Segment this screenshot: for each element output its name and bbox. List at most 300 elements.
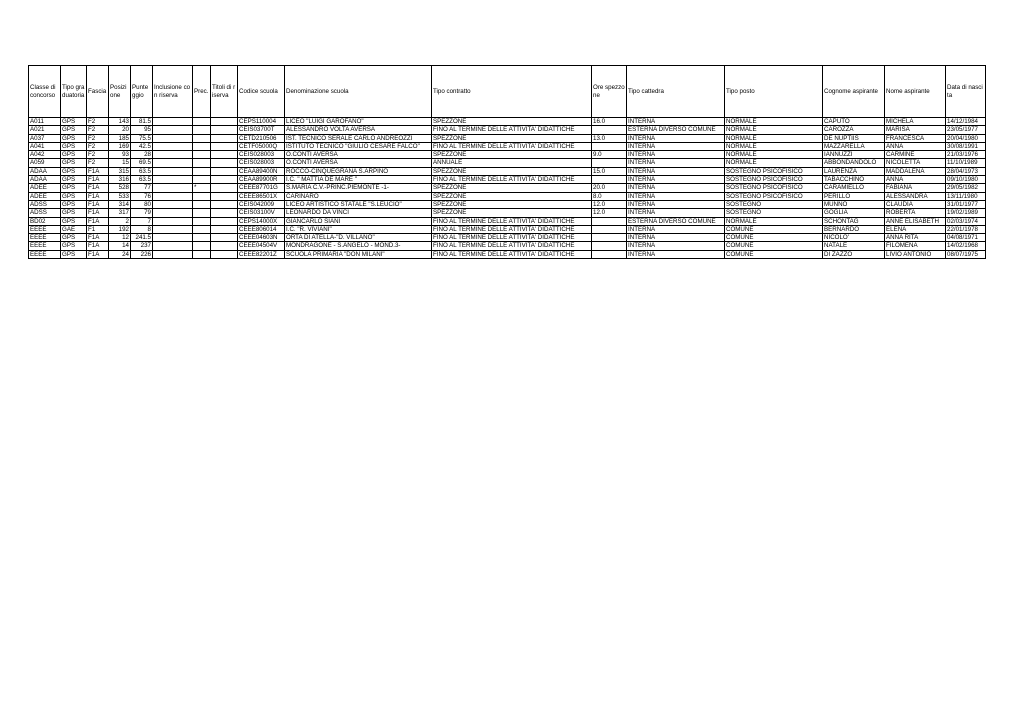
table-cell: F1A (87, 167, 109, 175)
table-cell (211, 151, 238, 159)
table-cell: 21/03/1976 (946, 151, 986, 159)
table-cell: CEIS028003 (238, 159, 285, 167)
table-cell: GIANCARLO SIANI (285, 217, 432, 225)
table-cell (153, 250, 193, 258)
table-cell: GPS (61, 209, 87, 217)
table-cell: ANNA (885, 176, 946, 184)
table-cell: NORMALE (725, 159, 823, 167)
table-cell: CEIS042009 (238, 200, 285, 208)
table-cell: 75.5 (131, 134, 153, 142)
table-cell (153, 126, 193, 134)
table-cell: GPS (61, 184, 87, 192)
table-cell: 22/01/1978 (946, 225, 986, 233)
table-cell (153, 167, 193, 175)
table-cell (153, 118, 193, 126)
table-cell: F1A (87, 184, 109, 192)
table-row (29, 151, 986, 159)
table-row (29, 234, 986, 242)
table-cell: COMUNE (725, 225, 823, 233)
table-cell: NORMALE (725, 142, 823, 150)
table-cell: 9.0 (592, 151, 627, 159)
table-row (29, 192, 986, 200)
col-header: Prec. (193, 66, 211, 118)
col-header: Tipo cattedra (627, 66, 725, 118)
table-cell: 79 (131, 209, 153, 217)
table-cell: COMUNE (725, 250, 823, 258)
table-row (29, 118, 986, 126)
table-cell (211, 217, 238, 225)
table-cell (193, 234, 211, 242)
table-cell: INTERNA (627, 225, 725, 233)
table-cell: CEAA89400N (238, 167, 285, 175)
table-cell (193, 192, 211, 200)
col-header: Tipo posto (725, 66, 823, 118)
table-cell: CEEE806014 (238, 225, 285, 233)
table-cell: 20.0 (592, 184, 627, 192)
table-cell (153, 151, 193, 159)
table-cell: 237 (131, 242, 153, 250)
table-cell: GPS (61, 242, 87, 250)
table-cell: F1A (87, 217, 109, 225)
table-cell (153, 209, 193, 217)
table-cell: 20 (109, 126, 131, 134)
col-header: Tipo contratto (432, 66, 592, 118)
table-cell: GPS (61, 167, 87, 175)
table-cell: 19/02/1989 (946, 209, 986, 217)
table-cell (211, 134, 238, 142)
table-cell: PERILLO (823, 192, 885, 200)
table-cell: 69.5 (131, 159, 153, 167)
table-cell: EEEE (29, 225, 61, 233)
table-row (29, 176, 986, 184)
table-cell: CEPS110004 (238, 118, 285, 126)
col-header: Cognome aspirante (823, 66, 885, 118)
table-cell: CETD210506 (238, 134, 285, 142)
table-header (29, 66, 986, 118)
table-cell: F1A (87, 192, 109, 200)
table-cell: EEEE (29, 250, 61, 258)
col-header: Data di nascita (946, 66, 986, 118)
table-cell: CEIS03700T (238, 126, 285, 134)
table-cell: FINO AL TERMINE DELLE ATTIVITA' DIDATTICHE (432, 142, 592, 150)
table-cell: ISTITUTO TECNICO "GIULIO CESARE FALCO" (285, 142, 432, 150)
table-row (29, 126, 986, 134)
table-cell (211, 242, 238, 250)
table-cell: NORMALE (725, 126, 823, 134)
table-cell: ROCCO-CINQUEGRANA S.ARPINO (285, 167, 432, 175)
table-cell: FILOMENA (885, 242, 946, 250)
table-cell: 169 (109, 142, 131, 150)
table-cell: BERNARDO (823, 225, 885, 233)
table-cell: 2 (109, 217, 131, 225)
table-cell: SOSTEGNO (725, 200, 823, 208)
table-cell: F2 (87, 151, 109, 159)
table-cell: 12 (109, 234, 131, 242)
table-cell: 20/04/1980 (946, 134, 986, 142)
table-cell (211, 192, 238, 200)
table-cell (592, 225, 627, 233)
table-cell: I.C. " MATTIA DE MARE " (285, 176, 432, 184)
table-cell (193, 118, 211, 126)
table-cell: GPS (61, 176, 87, 184)
table-cell (211, 176, 238, 184)
table-cell: FINO AL TERMINE DELLE ATTIVITA' DIDATTICHE (432, 126, 592, 134)
table-cell: A059 (29, 159, 61, 167)
table-cell: F2 (87, 126, 109, 134)
col-header: Ore spezzone (592, 66, 627, 118)
assignments-table (28, 65, 986, 259)
table-cell: CLAUDIA (885, 200, 946, 208)
table-cell (193, 225, 211, 233)
table-cell: 28/04/1973 (946, 167, 986, 175)
table-cell: SOSTEGNO PSICOFISICO (725, 184, 823, 192)
table-cell: 185 (109, 134, 131, 142)
table-cell: EEEE (29, 234, 61, 242)
table-cell (153, 176, 193, 184)
table-cell: * (193, 184, 211, 192)
table-cell (193, 151, 211, 159)
table-cell: 13.0 (592, 134, 627, 142)
table-cell (153, 142, 193, 150)
table-cell: COMUNE (725, 234, 823, 242)
table-cell: MAZZARELLA (823, 142, 885, 150)
table-cell: GPS (61, 142, 87, 150)
table-cell (153, 242, 193, 250)
table-cell: CEEE86501X (238, 192, 285, 200)
table-cell (193, 250, 211, 258)
table-cell: FINO AL TERMINE DELLE ATTIVITA' DIDATTICHE (432, 242, 592, 250)
table-cell: 314 (109, 200, 131, 208)
table-cell: SPEZZONE (432, 134, 592, 142)
table-cell: F1A (87, 200, 109, 208)
table-cell (211, 118, 238, 126)
table-cell: 42.5 (131, 142, 153, 150)
table-cell: NORMALE (725, 134, 823, 142)
table-row (29, 225, 986, 233)
table-cell: GPS (61, 118, 87, 126)
table-cell: CARMINE (885, 151, 946, 159)
table-cell: I.C. "R. VIVIANI" (285, 225, 432, 233)
table-cell: 29/05/1982 (946, 184, 986, 192)
table-cell: SPEZZONE (432, 192, 592, 200)
table-cell (211, 225, 238, 233)
table-cell: CEEE04504V (238, 242, 285, 250)
table-cell: 8.0 (592, 192, 627, 200)
table-cell: EEEE (29, 242, 61, 250)
table-cell (193, 209, 211, 217)
table-cell: GPS (61, 234, 87, 242)
table-cell: 24 (109, 250, 131, 258)
table-cell: BD02 (29, 217, 61, 225)
table-cell: ALESSANDRO VOLTA AVERSA (285, 126, 432, 134)
table-row (29, 217, 986, 225)
table-cell (193, 242, 211, 250)
table-cell: FRANCESCA (885, 134, 946, 142)
table-cell: IANNUZZI (823, 151, 885, 159)
table-cell: ESTERNA DIVERSO COMUNE (627, 126, 725, 134)
table-cell: 14 (109, 242, 131, 250)
table-cell (211, 184, 238, 192)
table-cell: MONDRAGONE - S.ANGELO - MOND.3- (285, 242, 432, 250)
header-row (29, 66, 986, 118)
table-cell: CEPS14000X (238, 217, 285, 225)
table-cell (153, 234, 193, 242)
table-cell: 28 (131, 151, 153, 159)
table-cell (193, 134, 211, 142)
table-cell (153, 184, 193, 192)
table-cell (592, 242, 627, 250)
table-row (29, 200, 986, 208)
table-cell: INTERNA (627, 159, 725, 167)
table-cell: MUNNO (823, 200, 885, 208)
table-cell: LICEO "LUIGI GAROFANO" (285, 118, 432, 126)
table-cell: INTERNA (627, 176, 725, 184)
table-cell (153, 134, 193, 142)
table-cell: INTERNA (627, 192, 725, 200)
table-cell: SPEZZONE (432, 209, 592, 217)
table-cell: F1A (87, 250, 109, 258)
table-cell: MARISA (885, 126, 946, 134)
table-cell: GPS (61, 159, 87, 167)
table-cell: NATALE (823, 242, 885, 250)
table-cell: F1A (87, 209, 109, 217)
table-cell: SOSTEGNO PSICOFISICO (725, 176, 823, 184)
table-cell: 16.0 (592, 118, 627, 126)
table-cell: 80 (131, 200, 153, 208)
table-cell: 15.0 (592, 167, 627, 175)
table-cell (211, 250, 238, 258)
table-cell (592, 250, 627, 258)
table-cell (193, 126, 211, 134)
table-cell: 315 (109, 167, 131, 175)
table-cell: F2 (87, 118, 109, 126)
table-cell (211, 200, 238, 208)
table-cell: CEIS03100V (238, 209, 285, 217)
table-cell: SOSTEGNO PSICOFISICO (725, 167, 823, 175)
table-cell: GOGLIA (823, 209, 885, 217)
table-cell: NORMALE (725, 151, 823, 159)
table-cell (592, 176, 627, 184)
table-cell: 192 (109, 225, 131, 233)
table-cell: ELENA (885, 225, 946, 233)
table-cell: A042 (29, 151, 61, 159)
table-cell: 12.0 (592, 209, 627, 217)
table-cell (153, 200, 193, 208)
table-cell: ADSS (29, 200, 61, 208)
table-cell: SPEZZONE (432, 167, 592, 175)
table-cell: A011 (29, 118, 61, 126)
table-cell (153, 225, 193, 233)
table-cell: F1A (87, 242, 109, 250)
table-cell: ADEE (29, 192, 61, 200)
table-cell: CAPUTO (823, 118, 885, 126)
table-cell: INTERNA (627, 250, 725, 258)
table-cell: SPEZZONE (432, 118, 592, 126)
table-cell: INTERNA (627, 234, 725, 242)
table-cell: CARAMIELLO (823, 184, 885, 192)
table-cell: CEEE82201Z (238, 250, 285, 258)
table-row (29, 242, 986, 250)
table-cell: ANNA RITA (885, 234, 946, 242)
table-cell: FINO AL TERMINE DELLE ATTIVITA' DIDATTICHE (432, 217, 592, 225)
table-cell: FINO AL TERMINE DELLE ATTIVITA' DIDATTICHE (432, 176, 592, 184)
table-cell: 15 (109, 159, 131, 167)
table-cell: GPS (61, 217, 87, 225)
table-cell: INTERNA (627, 118, 725, 126)
table-cell (193, 167, 211, 175)
table-cell (211, 234, 238, 242)
table-cell: 533 (109, 192, 131, 200)
table-cell: 14/12/1984 (946, 118, 986, 126)
table-cell: GAE (61, 225, 87, 233)
table-cell: SPEZZONE (432, 184, 592, 192)
table-cell: SCHONTAG (823, 217, 885, 225)
table-cell: INTERNA (627, 184, 725, 192)
table-cell: GPS (61, 192, 87, 200)
table-cell: INTERNA (627, 134, 725, 142)
table-cell: CARINARO (285, 192, 432, 200)
table-cell: NORMALE (725, 118, 823, 126)
table-cell: 63.5 (131, 176, 153, 184)
table-cell (592, 234, 627, 242)
table-cell: ALESSANDRA (885, 192, 946, 200)
table-cell: LEONARDO DA VINCI (285, 209, 432, 217)
table-cell: ABBONDANDOLO (823, 159, 885, 167)
table-cell: F1A (87, 176, 109, 184)
table-cell: CETF05000Q (238, 142, 285, 150)
table-cell: 31/01/1977 (946, 200, 986, 208)
table-cell: SCUOLA PRIMARIA "DON MILANI" (285, 250, 432, 258)
table-cell: 12.0 (592, 200, 627, 208)
table-row (29, 159, 986, 167)
table-cell: A041 (29, 142, 61, 150)
table-cell: ORTA DI ATELLA-"D. VILLANO" (285, 234, 432, 242)
table-cell: LIVIO ANTONIO (885, 250, 946, 258)
table-cell: CEIS028003 (238, 151, 285, 159)
table-cell (193, 217, 211, 225)
table-cell: SOSTEGNO PSICOFISICO (725, 192, 823, 200)
table-cell: 04/08/1971 (946, 234, 986, 242)
table-cell: S.MARIA C.V.-PRINC.PIEMONTE -1- (285, 184, 432, 192)
table-cell: ANNE ELISABETH (885, 217, 946, 225)
table-cell: LAURENZA (823, 167, 885, 175)
col-header: Titoli di riserva (211, 66, 238, 118)
table-cell: 8 (131, 225, 153, 233)
table-cell (211, 159, 238, 167)
table-cell: 08/07/1975 (946, 250, 986, 258)
table-cell: CAROZZA (823, 126, 885, 134)
table-cell: MADDALENA (885, 167, 946, 175)
table-row (29, 142, 986, 150)
table-cell: IST. TECNICO SERALE CARLO ANDREOZZI (285, 134, 432, 142)
table-cell: MICHELA (885, 118, 946, 126)
col-header: Codice scuola (238, 66, 285, 118)
table-cell: 23/05/1977 (946, 126, 986, 134)
col-header: Nome aspirante (885, 66, 946, 118)
table-cell: COMUNE (725, 242, 823, 250)
table-cell: 63.5 (131, 167, 153, 175)
table-cell: SPEZZONE (432, 200, 592, 208)
table-cell: GPS (61, 126, 87, 134)
table-cell: F1 (87, 225, 109, 233)
table-cell (592, 217, 627, 225)
table-cell: DE NUPTIIS (823, 134, 885, 142)
table-row (29, 167, 986, 175)
table-cell: ROBERTA (885, 209, 946, 217)
table-cell: INTERNA (627, 142, 725, 150)
table-cell (211, 142, 238, 150)
table-cell: GPS (61, 151, 87, 159)
table-cell (193, 142, 211, 150)
table-cell: ADAA (29, 176, 61, 184)
table-row (29, 134, 986, 142)
table-cell: CEEE04603N (238, 234, 285, 242)
table-cell (592, 159, 627, 167)
table-cell: 76 (131, 192, 153, 200)
table-cell: O.CONTI AVERSA (285, 151, 432, 159)
table-cell: CEAA89900R (238, 176, 285, 184)
table-cell: 81.5 (131, 118, 153, 126)
table-cell (153, 159, 193, 167)
table-cell: GPS (61, 250, 87, 258)
table-cell: ANNUALE (432, 159, 592, 167)
table-cell: A021 (29, 126, 61, 134)
col-header: Classe di concorso (29, 66, 61, 118)
table-cell: INTERNA (627, 167, 725, 175)
table-cell (592, 142, 627, 150)
table-cell: FINO AL TERMINE DELLE ATTIVITA' DIDATTICHE (432, 234, 592, 242)
table-cell: LICEO ARTISTICO STATALE "S.LEUCIO" (285, 200, 432, 208)
table-cell: NICOLO' (823, 234, 885, 242)
table-cell: F1A (87, 234, 109, 242)
table-cell: INTERNA (627, 200, 725, 208)
table-cell (193, 159, 211, 167)
table-cell: INTERNA (627, 242, 725, 250)
table-cell: 316 (109, 176, 131, 184)
col-header: Punteggio (131, 66, 153, 118)
table-cell: O.CONTI AVERSA (285, 159, 432, 167)
table-cell (153, 217, 193, 225)
table-cell: ADAA (29, 167, 61, 175)
col-header: Posizione (109, 66, 131, 118)
table-cell: CEEE87701G (238, 184, 285, 192)
table-cell: 13/11/1980 (946, 192, 986, 200)
table-cell (592, 126, 627, 134)
table-cell: F2 (87, 159, 109, 167)
table-cell: 14/02/1968 (946, 242, 986, 250)
table-cell: ANNA (885, 142, 946, 150)
table-row (29, 250, 986, 258)
table-cell: GPS (61, 134, 87, 142)
col-header: Denominazione scuola (285, 66, 432, 118)
table-body (29, 118, 986, 259)
table-cell: FABIANA (885, 184, 946, 192)
table-cell: 241.5 (131, 234, 153, 242)
table-cell: NORMALE (725, 217, 823, 225)
col-header: Tipo graduatoria (61, 66, 87, 118)
table-cell: SPEZZONE (432, 151, 592, 159)
table-cell (193, 176, 211, 184)
table-cell: ADEE (29, 184, 61, 192)
table-cell (211, 126, 238, 134)
table-cell: INTERNA (627, 209, 725, 217)
table-cell: 317 (109, 209, 131, 217)
table-cell (153, 192, 193, 200)
table-cell: 30/08/1991 (946, 142, 986, 150)
table-cell: 226 (131, 250, 153, 258)
table-cell: 09/10/1980 (946, 176, 986, 184)
table-cell: F2 (87, 142, 109, 150)
